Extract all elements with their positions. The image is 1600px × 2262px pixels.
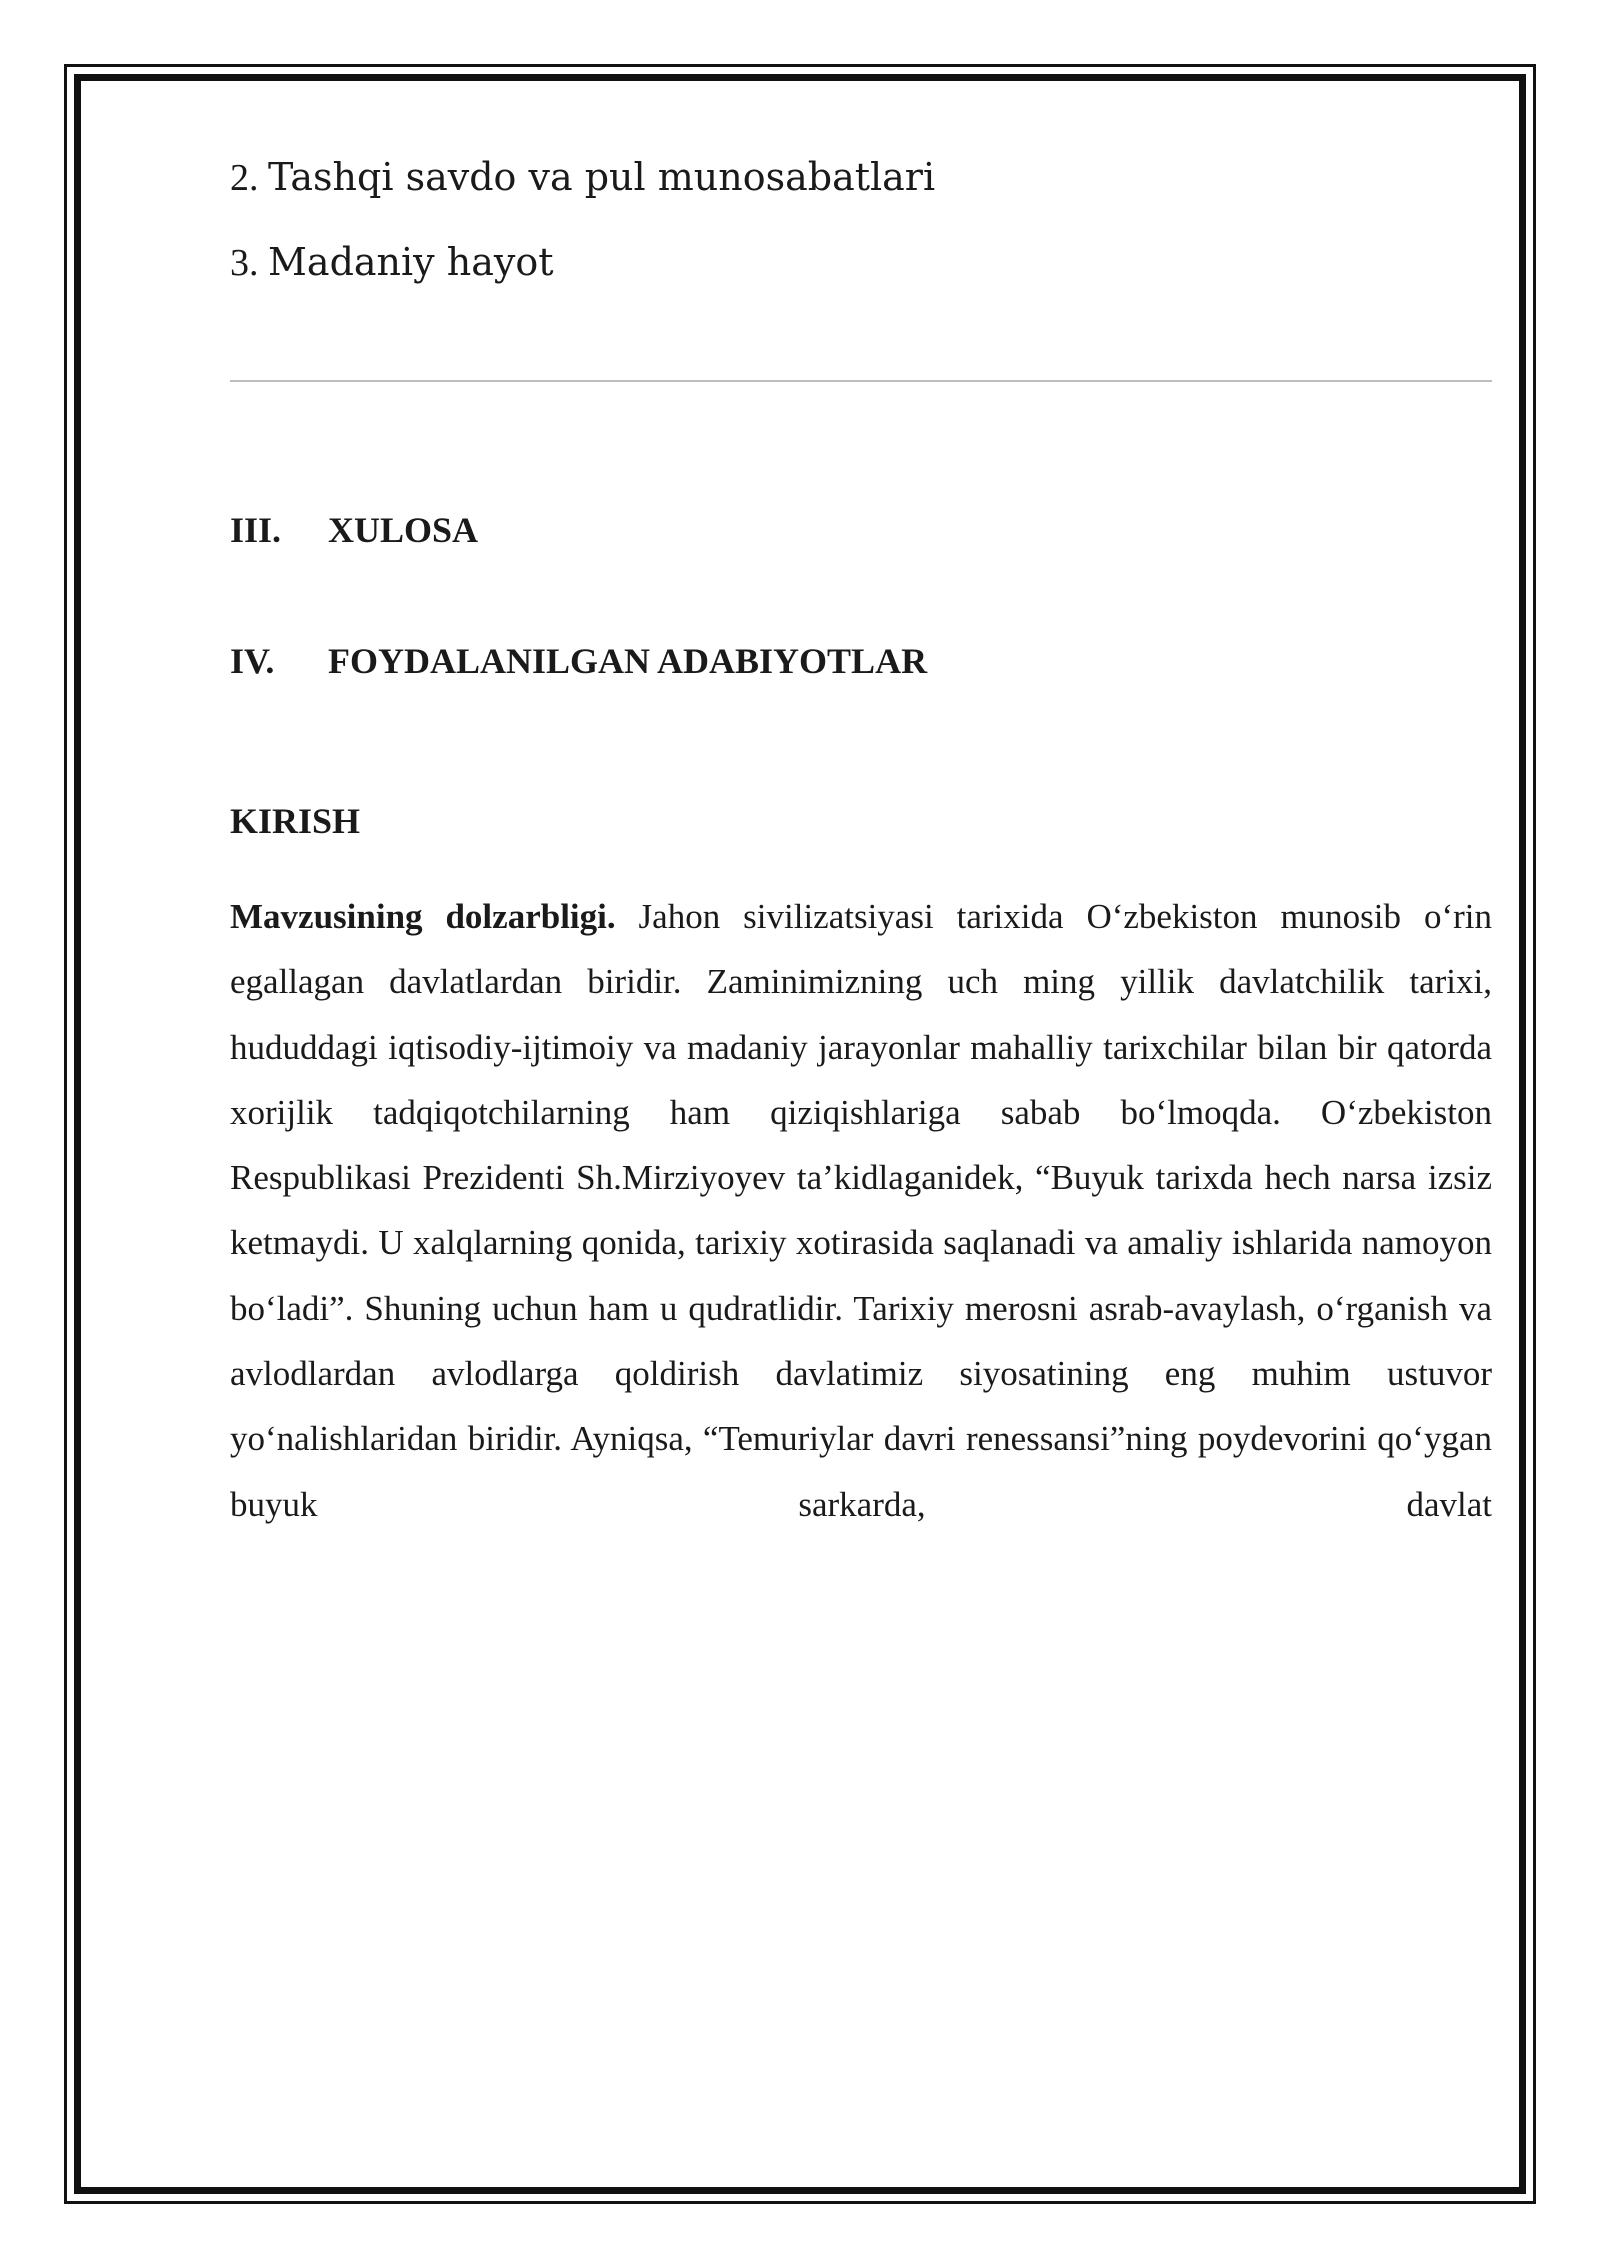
toc-item-number: 2. <box>230 157 259 199</box>
toc-item <box>230 240 553 287</box>
intro-paragraph <box>230 884 1492 1537</box>
toc-item-label: Madaniy hayot <box>268 240 554 284</box>
toc-item <box>230 155 935 202</box>
toc-item-label: Tashqi savdo va pul munosabatlari <box>268 155 936 199</box>
section-title: FOYDALANILGAN ADABIYOTLAR <box>328 641 928 681</box>
intro-text: Jahon sivilizatsiyasi tarixida O‘zbekiston munosib o‘rin egallagan davlatlardan biridir. Zaminimizning uch ming yillik davlatchilik tarixi, hududdagi iqtisodiy-ijtimoiy va madaniy jarayonlar mahalliy tarixchilar bilan bir qatorda xorijlik tadqiqotchilarning ham qiziqishlariga sabab bo‘lmoqda. O‘zbekiston Respublikasi Prezidenti Sh.Mirziyoyev ta’kidlaganidek, “Buyuk tarixda hech narsa izsiz ketmaydi. U xalqlarning qonida, tarixiy xotirasida saqlanadi va amaliy ishlarida namoyon bo‘ladi”. Shuning uchun ham u qudratlidir. Tarixiy merosni asrab-avaylash, o‘rganish va avlodlardan avlodlarga qoldirish davlatimiz siyosatining eng muhim ustuvor yo‘nalishlaridan biridir. Ayniqsa, “Temuriylar davri renessansi”ning poydevorini qo‘ygan buyuk sarkarda, davlat <box>230 897 1492 1524</box>
intro-lead: Mavzusining dolzarbligi. <box>230 897 616 936</box>
section-number: III. <box>230 510 282 550</box>
section-heading-conclusion <box>230 512 478 548</box>
toc-item-number: 3. <box>230 242 259 284</box>
horizontal-divider <box>230 380 1492 382</box>
section-heading-references <box>230 643 927 679</box>
section-title: XULOSA <box>328 510 479 550</box>
intro-heading: KIRISH <box>230 801 361 841</box>
section-number: IV. <box>230 641 275 681</box>
